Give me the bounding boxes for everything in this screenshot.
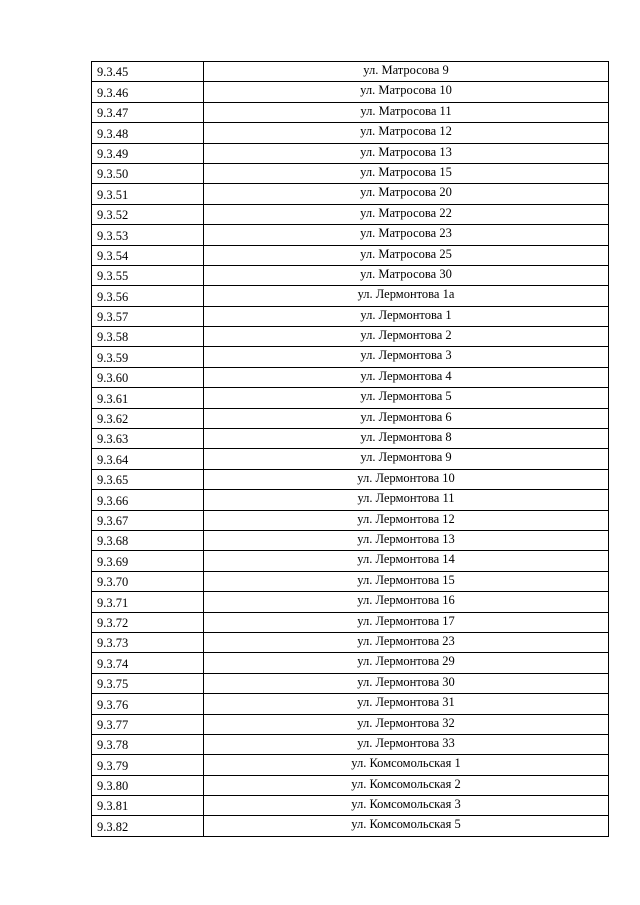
row-number-cell: 9.3.52	[92, 204, 204, 224]
table-row	[92, 469, 609, 489]
row-number-cell: 9.3.58	[92, 327, 204, 347]
row-number-cell: 9.3.68	[92, 530, 204, 550]
row-address-cell: ул. Лермонтова 17	[204, 612, 609, 632]
table-row	[92, 714, 609, 734]
table-row	[92, 225, 609, 245]
row-number-cell: 9.3.74	[92, 653, 204, 673]
table-row	[92, 204, 609, 224]
row-address-cell: ул. Лермонтова 4	[204, 367, 609, 387]
address-table-body	[92, 62, 609, 837]
table-row	[92, 306, 609, 326]
row-address-cell: ул. Матросова 15	[204, 163, 609, 183]
table-row	[92, 62, 609, 82]
table-row	[92, 510, 609, 530]
row-address-cell: ул. Комсомольская 3	[204, 796, 609, 816]
table-row	[92, 123, 609, 143]
row-number-cell: 9.3.53	[92, 225, 204, 245]
row-number-cell: 9.3.46	[92, 82, 204, 102]
row-number-cell: 9.3.73	[92, 632, 204, 652]
row-address-cell: ул. Лермонтова 1	[204, 306, 609, 326]
row-number-cell: 9.3.47	[92, 102, 204, 122]
row-number-cell: 9.3.79	[92, 755, 204, 775]
row-number-cell: 9.3.75	[92, 673, 204, 693]
row-number-cell: 9.3.76	[92, 694, 204, 714]
table-row	[92, 245, 609, 265]
table-row	[92, 286, 609, 306]
table-row	[92, 327, 609, 347]
table-row	[92, 755, 609, 775]
row-address-cell: ул. Комсомольская 5	[204, 816, 609, 836]
row-address-cell: ул. Матросова 12	[204, 123, 609, 143]
table-row	[92, 82, 609, 102]
table-row	[92, 143, 609, 163]
table-row	[92, 490, 609, 510]
row-address-cell: ул. Матросова 11	[204, 102, 609, 122]
row-number-cell: 9.3.50	[92, 163, 204, 183]
row-address-cell: ул. Матросова 13	[204, 143, 609, 163]
row-number-cell: 9.3.48	[92, 123, 204, 143]
table-row	[92, 694, 609, 714]
row-number-cell: 9.3.57	[92, 306, 204, 326]
row-address-cell: ул. Лермонтова 23	[204, 632, 609, 652]
row-number-cell: 9.3.67	[92, 510, 204, 530]
row-number-cell: 9.3.49	[92, 143, 204, 163]
table-row	[92, 775, 609, 795]
row-address-cell: ул. Лермонтова 15	[204, 571, 609, 591]
table-row	[92, 571, 609, 591]
row-number-cell: 9.3.62	[92, 408, 204, 428]
table-row	[92, 653, 609, 673]
row-number-cell: 9.3.56	[92, 286, 204, 306]
table-row	[92, 388, 609, 408]
row-address-cell: ул. Лермонтова 13	[204, 530, 609, 550]
row-address-cell: ул. Лермонтова 16	[204, 592, 609, 612]
table-row	[92, 632, 609, 652]
table-row	[92, 102, 609, 122]
table-row	[92, 347, 609, 367]
row-number-cell: 9.3.63	[92, 429, 204, 449]
table-row	[92, 449, 609, 469]
row-number-cell: 9.3.69	[92, 551, 204, 571]
table-row	[92, 592, 609, 612]
row-address-cell: ул. Матросова 23	[204, 225, 609, 245]
row-address-cell: ул. Лермонтова 33	[204, 734, 609, 754]
row-number-cell: 9.3.65	[92, 469, 204, 489]
row-address-cell: ул. Лермонтова 9	[204, 449, 609, 469]
table-row	[92, 530, 609, 550]
row-number-cell: 9.3.60	[92, 367, 204, 387]
row-address-cell: ул. Лермонтова 3	[204, 347, 609, 367]
row-number-cell: 9.3.70	[92, 571, 204, 591]
row-address-cell: ул. Лермонтова 32	[204, 714, 609, 734]
row-number-cell: 9.3.72	[92, 612, 204, 632]
row-number-cell: 9.3.81	[92, 796, 204, 816]
row-number-cell: 9.3.61	[92, 388, 204, 408]
table-row	[92, 408, 609, 428]
row-number-cell: 9.3.59	[92, 347, 204, 367]
row-address-cell: ул. Комсомольская 1	[204, 755, 609, 775]
table-row	[92, 551, 609, 571]
row-address-cell: ул. Лермонтова 11	[204, 490, 609, 510]
row-address-cell: ул. Лермонтова 31	[204, 694, 609, 714]
row-address-cell: ул. Лермонтова 5	[204, 388, 609, 408]
row-address-cell: ул. Матросова 20	[204, 184, 609, 204]
row-address-cell: ул. Лермонтова 10	[204, 469, 609, 489]
table-row	[92, 796, 609, 816]
row-number-cell: 9.3.77	[92, 714, 204, 734]
row-number-cell: 9.3.80	[92, 775, 204, 795]
row-number-cell: 9.3.78	[92, 734, 204, 754]
row-number-cell: 9.3.64	[92, 449, 204, 469]
table-row	[92, 429, 609, 449]
table-row	[92, 265, 609, 285]
table-row	[92, 673, 609, 693]
row-number-cell: 9.3.66	[92, 490, 204, 510]
table-row	[92, 612, 609, 632]
address-table	[91, 61, 609, 837]
table-row	[92, 184, 609, 204]
row-number-cell: 9.3.51	[92, 184, 204, 204]
row-address-cell: ул. Лермонтова 30	[204, 673, 609, 693]
table-row	[92, 734, 609, 754]
row-number-cell: 9.3.82	[92, 816, 204, 836]
row-address-cell: ул. Лермонтова 14	[204, 551, 609, 571]
table-row	[92, 816, 609, 836]
row-address-cell: ул. Лермонтова 8	[204, 429, 609, 449]
row-address-cell: ул. Матросова 30	[204, 265, 609, 285]
row-address-cell: ул. Лермонтова 1а	[204, 286, 609, 306]
row-address-cell: ул. Матросова 9	[204, 62, 609, 82]
row-address-cell: ул. Матросова 25	[204, 245, 609, 265]
row-number-cell: 9.3.54	[92, 245, 204, 265]
row-number-cell: 9.3.45	[92, 62, 204, 82]
row-number-cell: 9.3.71	[92, 592, 204, 612]
row-address-cell: ул. Матросова 22	[204, 204, 609, 224]
table-row	[92, 163, 609, 183]
row-address-cell: ул. Лермонтова 29	[204, 653, 609, 673]
row-address-cell: ул. Лермонтова 2	[204, 327, 609, 347]
row-address-cell: ул. Матросова 10	[204, 82, 609, 102]
row-number-cell: 9.3.55	[92, 265, 204, 285]
row-address-cell: ул. Лермонтова 12	[204, 510, 609, 530]
table-row	[92, 367, 609, 387]
row-address-cell: ул. Лермонтова 6	[204, 408, 609, 428]
row-address-cell: ул. Комсомольская 2	[204, 775, 609, 795]
